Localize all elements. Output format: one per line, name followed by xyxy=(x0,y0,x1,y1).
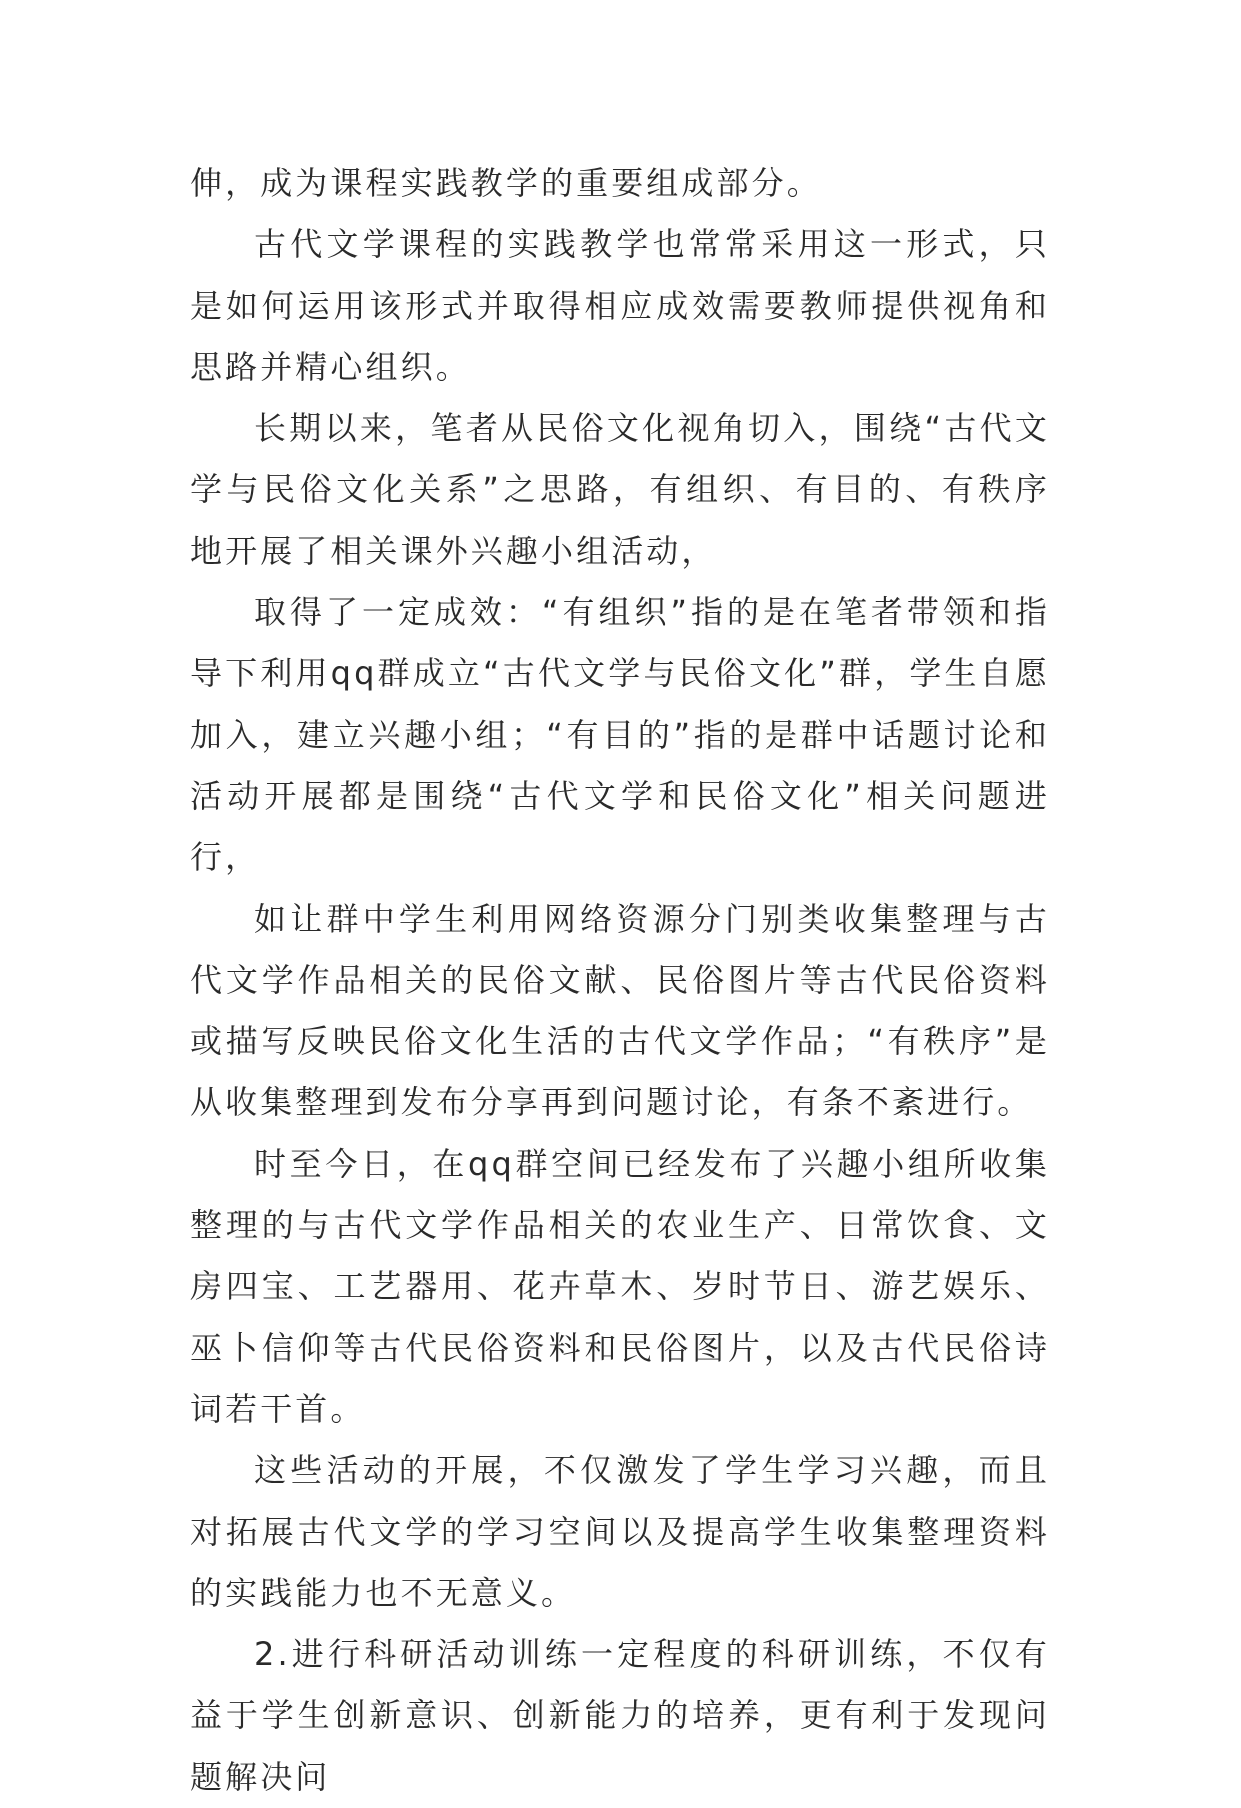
body-text xyxy=(190,153,1050,1808)
paragraph: 取得了一定成效：“有组织”指的是在笔者带领和指导下利用qq群成立“古代文学与民俗文化”群，学生自愿加入，建立兴趣小组；“有目的”指的是群中话题讨论和活动开展都是围绕“古代文学和民俗文化”相关问题进行， xyxy=(190,593,1050,877)
paragraph: 古代文学课程的实践教学也常常采用这一形式，只是如何运用该形式并取得相应成效需要教师提供视角和思路并精心组织。 xyxy=(190,225,1050,386)
paragraph: 2.进行科研活动训练一定程度的科研训练，不仅有益于学生创新意识、创新能力的培养，更有利于发现问题解决问 xyxy=(190,1635,1050,1796)
paragraph-continuation: 伸，成为课程实践教学的重要组成部分。 xyxy=(190,164,822,202)
paragraph: 长期以来，笔者从民俗文化视角切入，围绕“古代文学与民俗文化关系”之思路，有组织、有目的、有秩序地开展了相关课外兴趣小组活动， xyxy=(190,409,1050,570)
paragraph: 如让群中学生利用网络资源分门别类收集整理与古代文学作品相关的民俗文献、民俗图片等古代民俗资料或描写反映民俗文化生活的古代文学作品；“有秩序”是从收集整理到发布分享再到问题讨论，有条不紊进行。 xyxy=(190,899,1050,1122)
paragraph: 时至今日，在qq群空间已经发布了兴趣小组所收集整理的与古代文学作品相关的农业生产、日常饮食、文房四宝、工艺器用、花卉草木、岁时节日、游艺娱乐、巫卜信仰等古代民俗资料和民俗图片，以及古代民俗诗词若干首。 xyxy=(190,1144,1050,1428)
paragraph: 这些活动的开展，不仅激发了学生学习兴趣，而且对拓展古代文学的学习空间以及提高学生收集整理资料的实践能力也不无意义。 xyxy=(190,1451,1050,1612)
